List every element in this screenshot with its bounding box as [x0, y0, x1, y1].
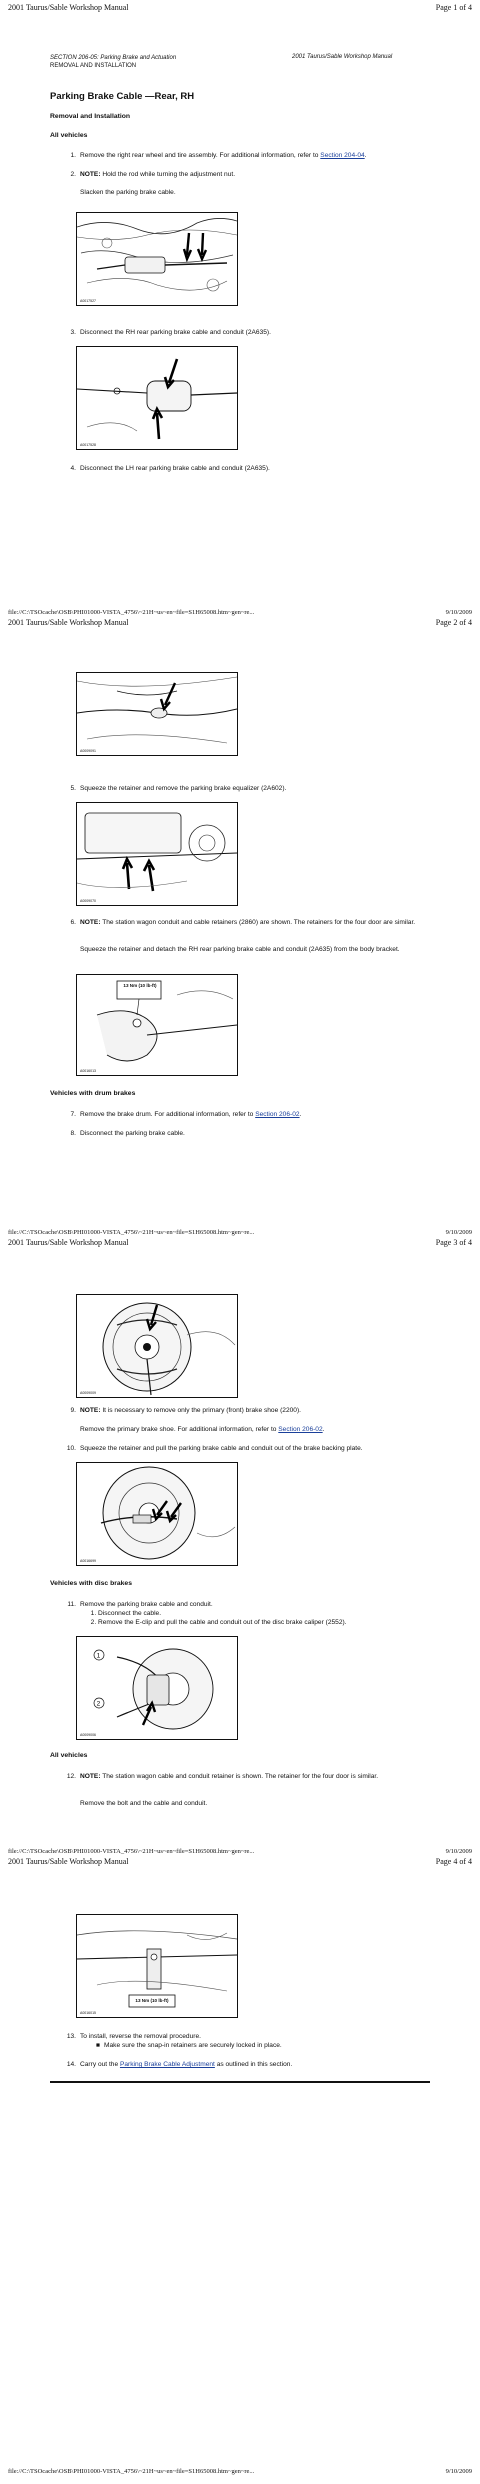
step-number: 12.	[66, 1773, 76, 1780]
figure-id: A0016013	[80, 1069, 96, 1073]
step-text: NOTE: The station wagon conduit and cable retainers (2860) are shown. The retainers for the four door are similar.	[80, 919, 416, 926]
manual-title: 2001 Taurus/Sable Workshop Manual	[8, 1857, 129, 1866]
end-rule	[50, 2081, 430, 2083]
footer-date: 9/10/2009	[445, 1229, 472, 1236]
figure-id: A0016699	[80, 1559, 96, 1563]
page-number: Page 4 of 4	[435, 1857, 472, 1866]
step-number: 3.	[70, 329, 76, 336]
footer-date: 9/10/2009	[445, 2468, 472, 2475]
step-number: 14.	[66, 2061, 76, 2068]
step-number: 7.	[70, 1111, 76, 1118]
page-number: Page 1 of 4	[435, 3, 472, 12]
figure-drum-backing-plate	[76, 1294, 238, 1398]
step-number: 8.	[70, 1130, 76, 1137]
section-header-right: 2001 Taurus/Sable Workshop Manual	[292, 54, 393, 60]
figure-backing-plate-retainer	[76, 1462, 238, 1566]
step-number: 4.	[70, 465, 76, 472]
manual-title: 2001 Taurus/Sable Workshop Manual	[8, 3, 129, 12]
footer-date: 9/10/2009	[445, 609, 472, 616]
footer-path: file://C:\TSOcache\OSB\PHI01000-VISTA_4756\~21H~us~en~file=S1H65008.htm~gen~re...	[8, 609, 255, 616]
step-text: Disconnect the parking brake cable.	[80, 1130, 185, 1137]
heading-all-vehicles: All vehicles	[50, 132, 88, 139]
figure-id: A0009006	[80, 1733, 96, 1737]
heading-all-vehicles: All vehicles	[50, 1752, 88, 1759]
heading-disc-brakes: Vehicles with disc brakes	[50, 1580, 132, 1587]
sub-step-list	[98, 1609, 440, 1627]
footer-path: file://C:\TSOcache\OSB\PHI01000-VISTA_4756\~21H~us~en~file=S1H65008.htm~gen~re...	[8, 1229, 255, 1236]
step-text: Squeeze the retainer and pull the parking brake cable and conduit out of the brake backing plate.	[80, 1445, 363, 1452]
section-link[interactable]: Section 206-02	[255, 1111, 300, 1118]
manual-title: 2001 Taurus/Sable Workshop Manual	[8, 618, 129, 627]
footer-path: file://C:\TSOcache\OSB\PHI01000-VISTA_4756\~21H~us~en~file=S1H65008.htm~gen~re...	[8, 1848, 255, 1855]
sub-step: 1. Disconnect the cable.	[98, 1609, 440, 1618]
page-title: Parking Brake Cable —Rear, RH	[50, 91, 195, 102]
step-text: Squeeze the retainer and remove the parking brake equalizer (2A602).	[80, 785, 287, 792]
step-text: To install, reverse the removal procedure.	[80, 2033, 201, 2040]
footer-date: 9/10/2009	[445, 1848, 472, 1855]
section-link[interactable]: Section 204-04	[320, 152, 365, 159]
step-text: Remove the brake drum. For additional information, refer to Section 206-02.	[80, 1111, 302, 1118]
figure-id: A0009091	[80, 749, 96, 753]
figure-equalizer-retainer	[76, 802, 238, 906]
step-number: 11.	[67, 1601, 76, 1608]
section-link[interactable]: Section 206-02	[278, 1426, 323, 1433]
torque-callout: 13 Nm (10 lb-ft)	[123, 983, 157, 988]
heading-drum-brakes: Vehicles with drum brakes	[50, 1090, 136, 1097]
step-number: 13.	[66, 2033, 76, 2040]
figure-equalizer	[76, 672, 238, 756]
step-number: 10.	[66, 1445, 76, 1452]
step-text: NOTE: The station wagon cable and conduit retainer is shown. The retainer for the four door is similar.	[80, 1773, 379, 1780]
figure-id: A0017527	[80, 299, 96, 303]
step-text: Carry out the Parking Brake Cable Adjustment as outlined in this section.	[80, 2061, 293, 2068]
figure-id: A0009009	[80, 1391, 96, 1395]
step-number: 2.	[70, 171, 76, 178]
figure-id: A0009070	[80, 899, 96, 903]
step-text: Remove the right rear wheel and tire assembly. For additional information, refer to Section 204-04.	[80, 152, 367, 159]
step-extra-text: Remove the primary brake shoe. For additional information, refer to Section 206-02.	[80, 1426, 325, 1433]
step-number: 9.	[70, 1407, 76, 1414]
step-text: Disconnect the RH rear parking brake cable and conduit (2A635).	[80, 329, 271, 336]
step-text: NOTE: It is necessary to remove only the primary (front) brake shoe (2200).	[80, 1407, 301, 1414]
step-number: 6.	[70, 919, 76, 926]
figure-id: A0017528	[80, 443, 96, 447]
figure-cable-disconnect	[76, 346, 238, 450]
figure-disc-caliper	[76, 1636, 238, 1740]
section-header-left: SECTION 206-05: Parking Brake and Actuation REMOVAL AND INSTALLATION	[50, 55, 177, 69]
sub-step: 2. Remove the E-clip and pull the cable and conduit out of the disc brake caliper (2552).	[98, 1618, 440, 1627]
step-extra-text: Slacken the parking brake cable.	[80, 189, 176, 196]
figure-id: A0016015	[80, 2011, 96, 2015]
step-extra-text: Squeeze the retainer and detach the RH rear parking brake cable and conduit (2A635) from the body bracket.	[80, 946, 400, 953]
figure-parking-brake-adjuster	[76, 212, 238, 306]
step-number: 1.	[70, 152, 76, 159]
step-text: Remove the parking brake cable and conduit.	[80, 1601, 213, 1608]
footer-path: file://C:\TSOcache\OSB\PHI01000-VISTA_4756\~21H~us~en~file=S1H65008.htm~gen~re...	[8, 2468, 255, 2475]
figure-cable-retainer-bolt	[76, 1914, 238, 2018]
adjustment-link[interactable]: Parking Brake Cable Adjustment	[119, 2061, 215, 2068]
step-extra-text: Remove the bolt and the cable and conduit.	[80, 1800, 208, 1807]
manual-title: 2001 Taurus/Sable Workshop Manual	[8, 1238, 129, 1247]
page-number: Page 3 of 4	[435, 1238, 472, 1247]
step-text: NOTE: Hold the rod while turning the adjustment nut.	[80, 171, 236, 178]
step-bullet: ■ Make sure the snap-in retainers are securely locked in place.	[96, 2042, 282, 2049]
step-text: Disconnect the LH rear parking brake cable and conduit (2A635).	[80, 465, 270, 472]
subtitle: Removal and Installation	[50, 113, 131, 120]
svg-text:2: 2	[96, 1700, 101, 1708]
figure-body-bracket	[76, 974, 238, 1076]
step-number: 5.	[70, 785, 76, 792]
page-number: Page 2 of 4	[435, 618, 472, 627]
svg-text:1: 1	[96, 1652, 101, 1660]
torque-callout: 13 Nm (10 lb-ft)	[135, 1998, 169, 2003]
